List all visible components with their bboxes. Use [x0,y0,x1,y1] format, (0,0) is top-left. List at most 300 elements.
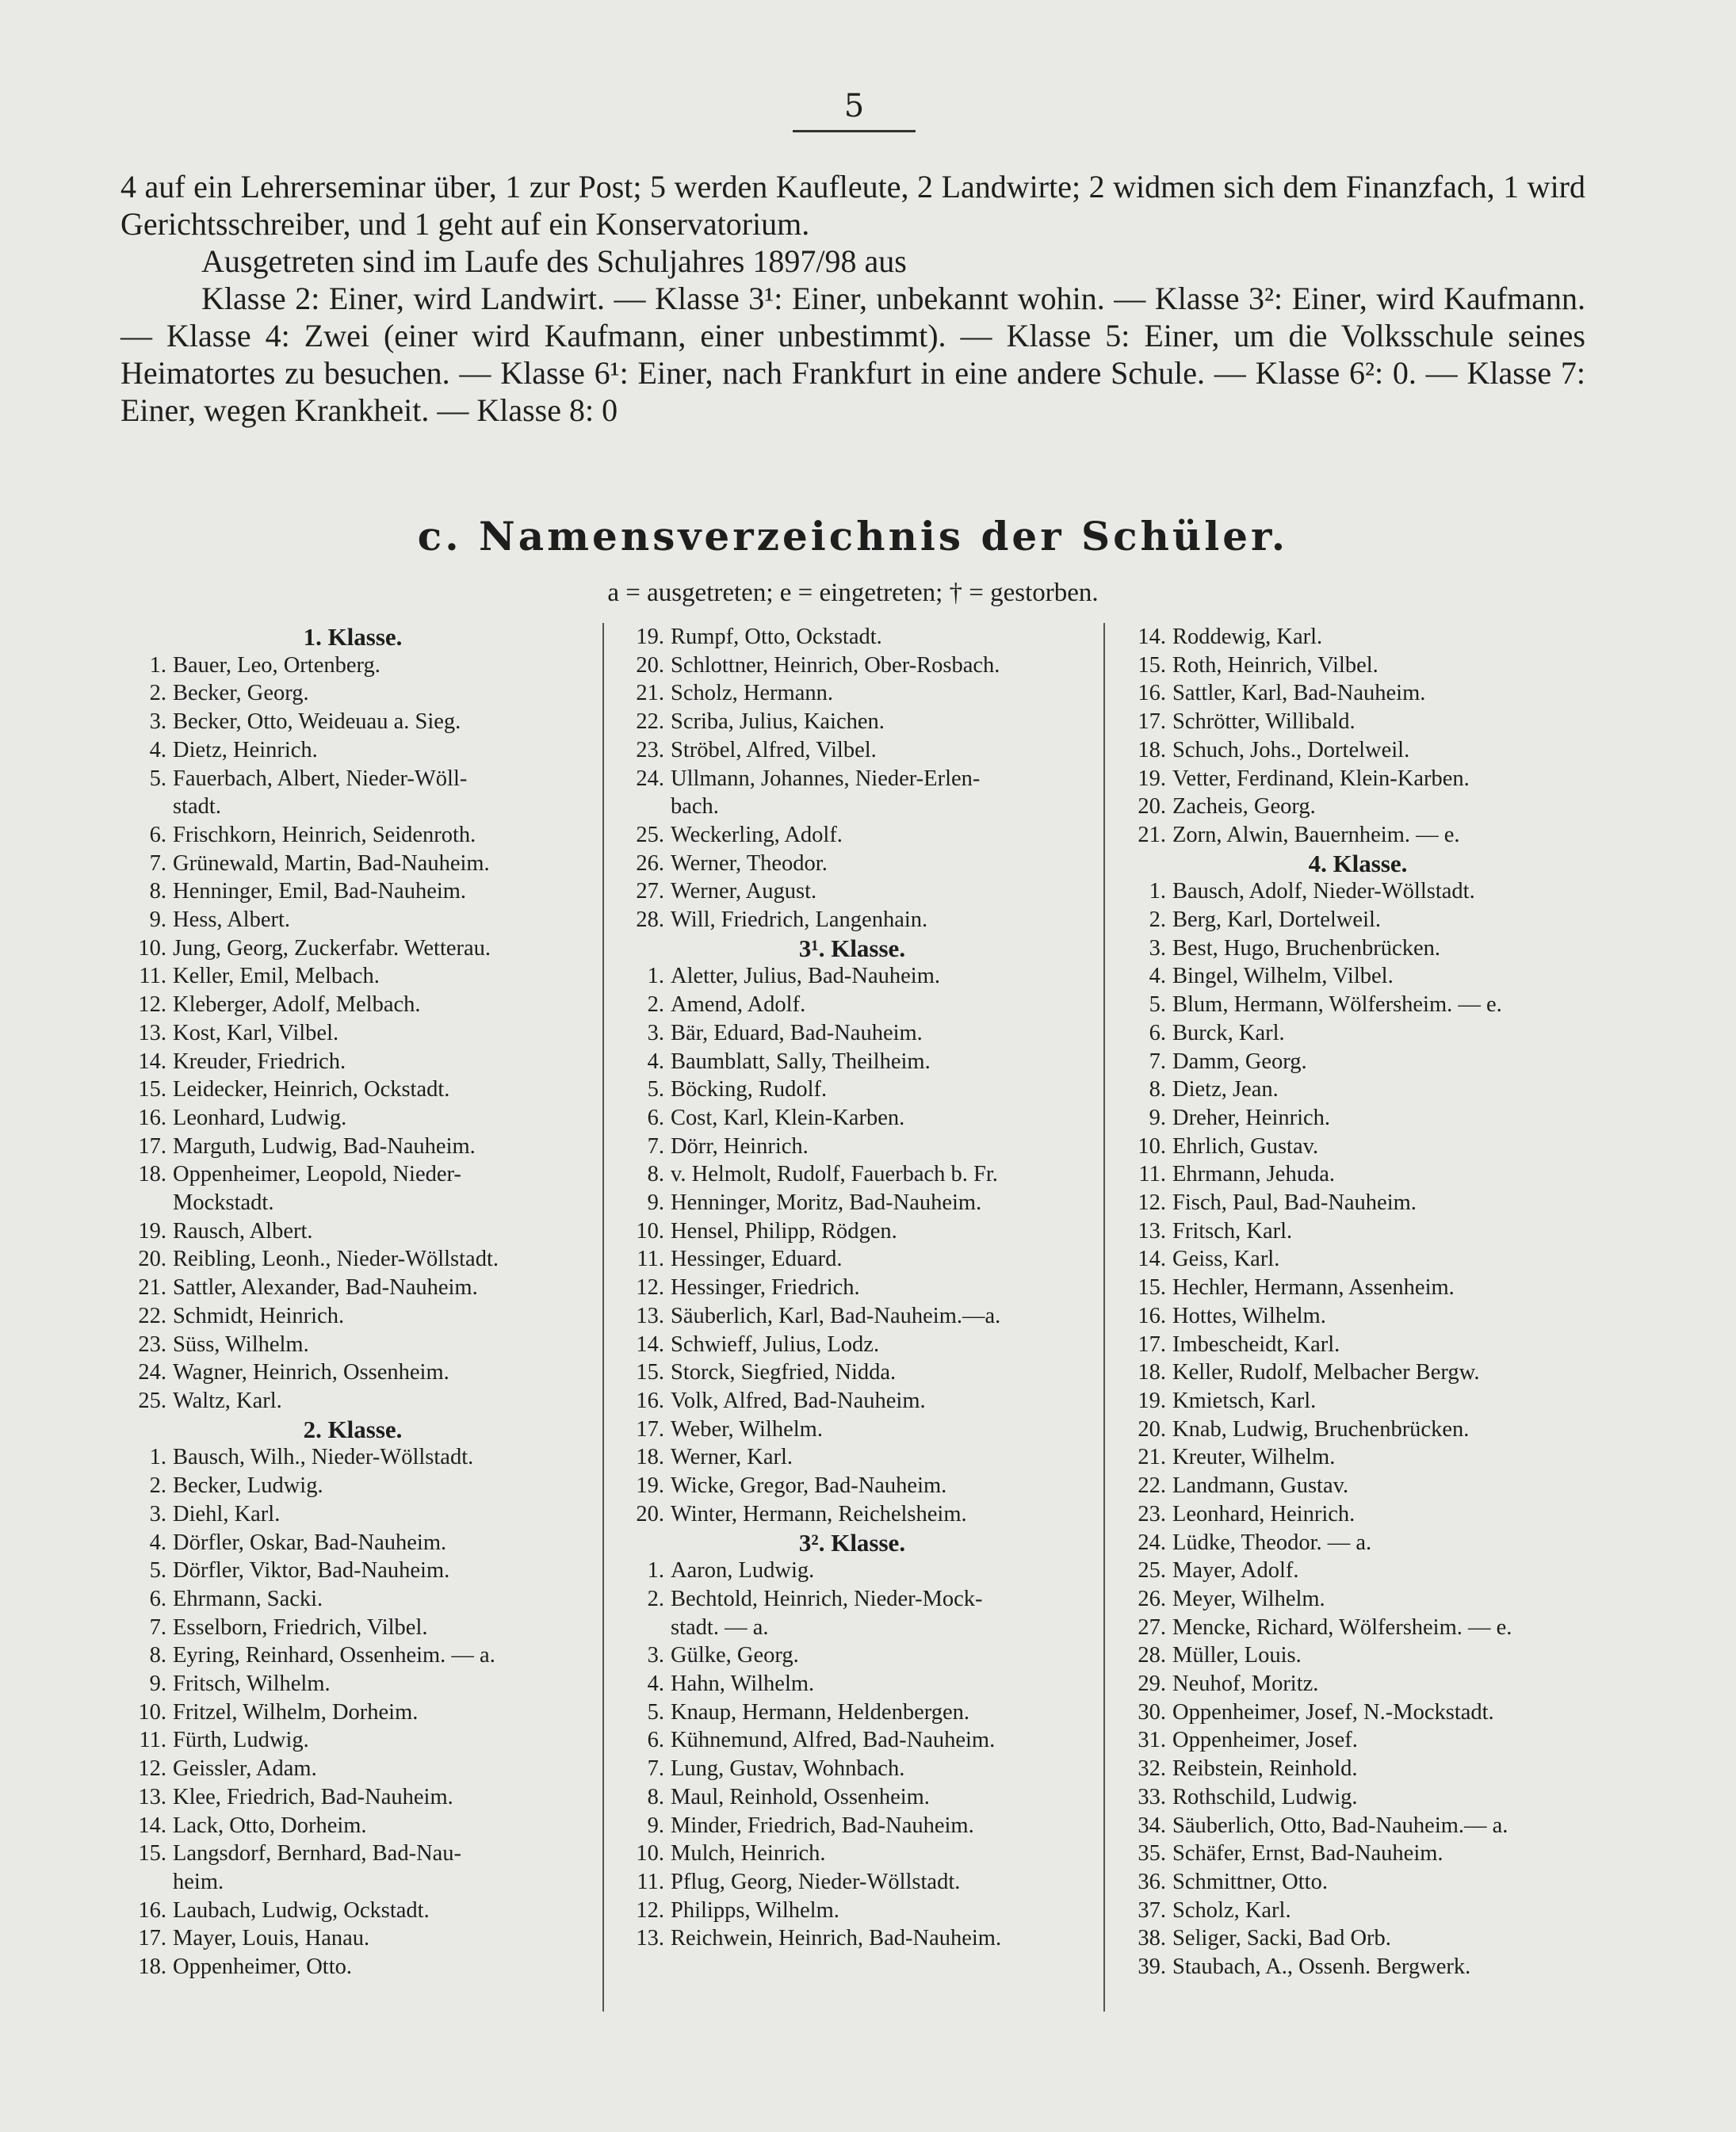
entry-number: 11. [1138,1162,1166,1187]
student-entry [1120,1019,1596,1048]
entry-text [1172,1783,1596,1812]
entry-number: 5. [1149,992,1166,1018]
entry-text [1172,1557,1596,1585]
entry-text [1172,793,1596,821]
entry-line: Baumblatt, Sally, Theilheim. [671,1049,931,1074]
class-heading: 3¹. Klasse. [798,934,906,962]
entry-line-continued: stadt. — a. [671,1614,769,1640]
student-entry [120,736,585,765]
student-entry [120,1529,585,1557]
entry-text [173,1048,585,1076]
entry-number: 16. [138,1105,166,1130]
entry-line: Kmietsch, Karl. [1172,1388,1317,1413]
entry-line: Rumpf, Otto, Ockstadt. [671,625,882,649]
student-entry [618,651,1086,680]
intro-paragraph-3: Klasse 2: Einer, wird Landwirt. — Klasse 3¹: Einer, unbekannt wohin. — Klasse 3²: Einer, wird Kaufmann. — Klasse 4: Zwei (einer wird Kaufmann, einer unbestimmt). — Klasse 5: Einer, um die Volksschule seines Heimatortes zu besuchen. — Klasse 6¹: Einer, nach Frankfurt in eine andere Schule. — Klasse 6²: 0. — Klasse 7: Einer, wegen Krankheit. — Klasse 8: 0 [120,281,1585,428]
entry-line: Aletter, Julius, Bad-Nauheim. [671,964,940,989]
entry-number: 34. [1138,1813,1166,1838]
student-entry [618,1868,1086,1897]
entry-text [671,1557,1086,1585]
student-entry [120,1840,585,1896]
entry-line: Kleberger, Adolf, Melbach. [173,992,421,1018]
entry-line: Weckerling, Adolf. [671,822,843,847]
student-entry [618,1472,1086,1500]
entry-number: 27. [636,879,664,904]
student-entry [120,962,585,991]
entry-number: 6. [149,822,166,847]
entry-line: Volk, Alfred, Bad-Nauheim. [671,1388,926,1413]
entry-text [173,1160,585,1217]
entry-text [1172,1302,1596,1331]
student-entry [618,1500,1086,1529]
student-entry [120,1076,585,1104]
student-entry [618,1670,1086,1698]
entry-text [671,1670,1086,1698]
entry-line: Weber, Wilhelm. [671,1416,823,1442]
entry-line: Säuberlich, Karl, Bad-Nauheim.—a. [671,1303,1001,1328]
entry-text [1172,623,1596,651]
entry-text [1172,1698,1596,1727]
entry-line: Reibstein, Reinhold. [1172,1756,1358,1782]
entry-line: Bausch, Adolf, Nieder-Wöllstadt. [1172,879,1475,904]
student-entry [618,1331,1086,1359]
student-entry [1120,651,1596,680]
entry-text [1172,1897,1596,1925]
entry-number: 2. [1149,907,1166,933]
student-entry [120,1133,585,1161]
entry-number: 23. [1138,1501,1166,1526]
entry-number: 21. [1138,1445,1166,1470]
entry-number: 20. [636,1501,664,1526]
entry-line-continued: heim. [173,1869,224,1894]
student-entry [1120,1076,1596,1104]
student-entry [120,1585,585,1614]
entry-line: Frischkorn, Heinrich, Seidenroth. [173,822,476,847]
entry-line: Hensel, Philipp, Rödgen. [671,1218,897,1244]
entry-text [173,1019,585,1048]
entry-line: Cost, Karl, Klein-Karben. [671,1105,905,1130]
entry-line: Rothschild, Ludwig. [1172,1784,1358,1809]
student-entry [1120,1924,1596,1953]
entry-line: Hess, Albert. [173,907,291,933]
entry-line: Bauer, Leo, Ortenberg. [173,652,380,678]
entry-text [671,1755,1086,1783]
entry-line: Diehl, Karl. [173,1501,281,1526]
entry-line: Amend, Adolf. [671,992,806,1018]
student-entry [618,623,1086,651]
entry-number: 18. [1138,737,1166,762]
entry-line: Scholz, Hermann. [671,681,833,706]
entry-line: Dörfler, Oskar, Bad-Nauheim. [173,1530,447,1555]
student-entry [1120,1500,1596,1529]
entry-number: 9. [647,1190,664,1216]
student-entry [120,1670,585,1698]
entry-text [671,1217,1086,1246]
entry-number: 12. [1138,1190,1166,1216]
student-entry [1120,1160,1596,1189]
student-entry [618,1443,1086,1472]
entry-line: Oppenheimer, Leopold, Nieder- [173,1162,461,1187]
entry-text [173,1472,585,1500]
entry-line: Süss, Wilhelm. [173,1332,309,1357]
entry-number: 3. [647,1020,664,1045]
student-entry [120,991,585,1019]
entry-number: 35. [1138,1841,1166,1866]
entry-line: Dietz, Heinrich. [173,737,318,762]
student-entry [618,1755,1086,1783]
entry-line: Reichwein, Heinrich, Bad-Nauheim. [671,1926,1002,1951]
entry-line: Gülke, Georg. [671,1643,799,1668]
entry-line: Henninger, Moritz, Bad-Nauheim. [671,1190,982,1216]
entry-number: 28. [1138,1643,1166,1668]
student-entry [618,1358,1086,1387]
student-entry [120,1443,585,1472]
entry-number: 15. [1138,1275,1166,1301]
student-entry [120,1302,585,1331]
entry-text [1172,1387,1596,1416]
entry-text [1172,765,1596,793]
entry-text [1172,991,1596,1019]
entry-line: Leonhard, Heinrich. [1172,1501,1356,1526]
entry-number: 23. [138,1332,166,1357]
intro-paragraph-2: Ausgetreten sind im Laufe des Schuljahres 1897/98 aus [201,243,907,279]
entry-line: Eyring, Reinhard, Ossenheim. — a. [173,1643,495,1668]
entry-text [173,1614,585,1642]
entry-number: 37. [1138,1897,1166,1923]
entry-line: Bausch, Wilh., Nieder-Wöllstadt. [173,1445,474,1470]
entry-text [1172,1048,1596,1076]
intro-paragraph-1: 4 auf ein Lehrerseminar über, 1 zur Post; 5 werden Kaufleute, 2 Landwirte; 2 widmen sich dem Finanzfach, 1 wird Gerichtsschreiber, und 1 geht auf ein Konservatorium. [120,169,1585,242]
entry-number: 30. [1138,1699,1166,1725]
entry-text [671,1104,1086,1133]
student-entry [618,1245,1086,1274]
entry-text [1172,1755,1596,1783]
entry-text [671,1726,1086,1755]
student-entry [618,1133,1086,1161]
student-entry [618,1274,1086,1302]
entry-text [173,877,585,906]
entry-line: Blum, Hermann, Wölfersheim. — e. [1172,992,1502,1018]
entry-line: Wicke, Gregor, Bad-Nauheim. [671,1473,947,1499]
entry-line: Hottes, Wilhelm. [1172,1303,1326,1328]
entry-text [173,1500,585,1529]
student-entry [618,1076,1086,1104]
entry-text [671,906,1086,934]
entry-text [1172,1726,1596,1755]
entry-line: Oppenheimer, Josef, N.-Mockstadt. [1172,1699,1494,1725]
student-entry [618,1557,1086,1585]
student-entry [120,1358,585,1387]
student-entry [618,877,1086,906]
entry-number: 13. [636,1926,664,1951]
student-entry [618,991,1086,1019]
entry-number: 12. [636,1275,664,1301]
entry-line: Hessinger, Friedrich. [671,1275,860,1301]
entry-text [671,708,1086,736]
entry-number: 17. [138,1926,166,1951]
entry-number: 6. [149,1586,166,1611]
entry-line: Rausch, Albert. [173,1218,313,1244]
entry-number: 10. [636,1218,664,1244]
student-entry [618,1189,1086,1217]
entry-number: 4. [149,737,166,762]
entry-number: 9. [1149,1105,1166,1130]
entry-line-continued: Mockstadt. [173,1190,274,1216]
entry-line: Schmittner, Otto. [1172,1869,1328,1894]
entry-line: Aaron, Ludwig. [671,1558,815,1584]
entry-text [671,651,1086,680]
entry-line: Knab, Ludwig, Bruchenbrücken. [1172,1416,1470,1442]
entry-text [173,1726,585,1755]
entry-text [671,1840,1086,1868]
entry-line: Winter, Hermann, Reichelsheim. [671,1501,967,1526]
student-entry [1120,1783,1596,1812]
entry-line: Fürth, Ludwig. [173,1728,309,1753]
entry-text [671,1274,1086,1302]
entry-line-continued: bach. [671,794,719,820]
student-entry [1120,708,1596,736]
entry-number: 13. [138,1784,166,1809]
student-entry [618,708,1086,736]
student-entry [120,1104,585,1133]
entry-number: 16. [1138,681,1166,706]
entry-line: Dörr, Heinrich. [671,1133,809,1159]
entry-line: Ströbel, Alfred, Vilbel. [671,737,877,762]
entry-number: 1. [647,1558,664,1584]
entry-text [173,1331,585,1359]
entry-number: 16. [138,1897,166,1923]
student-entry [1120,679,1596,708]
entry-line: Mulch, Heinrich. [671,1841,826,1866]
entry-line: Storck, Siegfried, Nidda. [671,1360,897,1385]
entry-line: Schlottner, Heinrich, Ober-Rosbach. [671,652,1000,678]
entry-line: Staubach, A., Ossenh. Bergwerk. [1172,1954,1471,1980]
student-entry [1120,1358,1596,1387]
entry-number: 19. [636,625,664,649]
entry-text [1172,1076,1596,1104]
entry-number: 26. [636,850,664,876]
student-entry [120,1472,585,1500]
student-entry [1120,934,1596,963]
entry-text [173,1529,585,1557]
entry-line-continued: stadt. [173,794,221,820]
entry-number: 15. [138,1841,166,1866]
entry-text [173,1924,585,1953]
entry-line: Lüdke, Theodor. — a. [1172,1530,1372,1555]
student-entry [120,1331,585,1359]
entry-line: Dreher, Heinrich. [1172,1105,1331,1130]
student-entry [1120,1953,1596,1981]
entry-text [671,623,1086,651]
student-entry [618,765,1086,821]
student-entry [618,1217,1086,1246]
entry-number: 1. [647,964,664,989]
entry-text [1172,1019,1596,1048]
legend: a = ausgetreten; e = eingetreten; † = gestorben. [607,579,1099,607]
entry-number: 20. [138,1247,166,1272]
entry-line: Werner, Karl. [671,1445,793,1470]
student-entry [120,1698,585,1727]
entry-number: 1. [1149,879,1166,904]
student-entry [1120,1726,1596,1755]
entry-number: 12. [636,1897,664,1923]
entry-text [173,1755,585,1783]
student-entry [120,765,585,821]
entry-text [671,1048,1086,1076]
student-entry [1120,736,1596,765]
entry-line: Schmidt, Heinrich. [173,1303,345,1328]
entry-text [1172,1472,1596,1500]
entry-line: Jung, Georg, Zuckerfabr. Wetterau. [173,935,491,961]
student-entry [120,1274,585,1302]
entry-line: Geissler, Adam. [173,1756,317,1782]
entry-text [1172,1840,1596,1868]
entry-text [173,679,585,708]
entry-number: 4. [647,1049,664,1074]
entry-number: 7. [149,850,166,876]
entry-number: 25. [636,822,664,847]
entry-number: 19. [1138,1388,1166,1413]
entry-text [173,1302,585,1331]
entry-number: 6. [1149,1020,1166,1045]
entry-number: 16. [1138,1303,1166,1328]
student-entry [618,1019,1086,1048]
entry-text [1172,1529,1596,1557]
student-entry [1120,1245,1596,1274]
column-divider [1103,623,1105,2012]
entry-text [671,1585,1086,1641]
entry-line: Fritzel, Wilhelm, Dorheim. [173,1699,419,1725]
entry-number: 31. [1138,1728,1166,1753]
entry-line: Schwieff, Julius, Lodz. [671,1332,880,1357]
entry-number: 3. [647,1643,664,1668]
column-divider [602,623,604,2012]
student-entry [1120,1443,1596,1472]
entry-number: 10. [1138,1133,1166,1159]
entry-number: 7. [647,1133,664,1159]
entry-text [671,1641,1086,1670]
student-entry [120,1048,585,1076]
student-entry [1120,1302,1596,1331]
entry-line: Geiss, Karl. [1172,1247,1280,1272]
entry-number: 22. [636,709,664,735]
entry-number: 1. [149,1445,166,1470]
entry-text [671,1076,1086,1104]
student-entry [120,1641,585,1670]
entry-line: Säuberlich, Otto, Bad-Nauheim.— a. [1172,1813,1508,1838]
entry-line: v. Helmolt, Rudolf, Fauerbach b. Fr. [671,1162,998,1187]
entry-text [671,1387,1086,1416]
student-entry [120,1897,585,1925]
student-entry [1120,1670,1596,1698]
entry-text [671,821,1086,850]
student-entry [618,1840,1086,1868]
entry-line: Roth, Heinrich, Vilbel. [1172,652,1378,678]
entry-number: 2. [647,1586,664,1611]
entry-number: 9. [149,907,166,933]
entry-number: 7. [149,1614,166,1640]
entry-number: 32. [1138,1756,1166,1782]
entry-text [1172,1614,1596,1642]
entry-number: 13. [138,1020,166,1045]
student-entry [120,1557,585,1585]
entry-line: Scriba, Julius, Kaichen. [671,709,885,735]
student-entry [1120,1387,1596,1416]
student-entry [618,1641,1086,1670]
entry-text [173,1698,585,1727]
entry-text [671,1500,1086,1529]
entry-line: Vetter, Ferdinand, Klein-Karben. [1172,766,1470,791]
entry-line: Bechtold, Heinrich, Nieder-Mock- [671,1586,983,1611]
student-entry [1120,765,1596,793]
entry-number: 24. [636,766,664,791]
entry-line: Keller, Emil, Melbach. [173,964,380,989]
entry-number: 8. [149,879,166,904]
entry-number: 20. [1138,794,1166,820]
entry-number: 14. [1138,625,1166,649]
entry-text [173,1076,585,1104]
entry-number: 19. [636,1473,664,1499]
entry-text [173,1585,585,1614]
student-entry [618,1783,1086,1812]
entry-text [173,1217,585,1246]
entry-line: Esselborn, Friedrich, Vilbel. [173,1614,428,1640]
entry-number: 25. [138,1388,166,1413]
entry-text [173,1840,585,1896]
entry-text [173,1557,585,1585]
entry-text [1172,736,1596,765]
entry-text [1172,962,1596,991]
entry-line: Philipps, Wilhelm. [671,1897,839,1923]
entry-number: 8. [149,1643,166,1668]
student-entry [618,1924,1086,1953]
entry-number: 11. [637,1869,664,1894]
student-entry [120,1160,585,1217]
entry-text [671,1897,1086,1925]
entry-text [671,1160,1086,1189]
entry-number: 17. [1138,1332,1166,1357]
entry-number: 8. [1149,1077,1166,1102]
entry-line: Bingel, Wilhelm, Vilbel. [1172,964,1394,989]
entry-number: 12. [138,1756,166,1782]
student-entry [1120,1416,1596,1444]
entry-text [173,991,585,1019]
student-entry [1120,1840,1596,1868]
entry-line: Ehrmann, Jehuda. [1172,1162,1335,1187]
entry-line: Henninger, Emil, Bad-Nauheim. [173,879,467,904]
entry-text [1172,1217,1596,1246]
entry-text [1172,877,1596,906]
entry-line: Zacheis, Georg. [1172,794,1316,820]
entry-line: Sattler, Alexander, Bad-Nauheim. [173,1275,478,1301]
entry-number: 21. [138,1275,166,1301]
student-entry [618,679,1086,708]
entry-line: Mayer, Adolf. [1172,1558,1299,1584]
student-entry [618,850,1086,878]
entry-line: Maul, Reinhold, Ossenheim. [671,1784,930,1809]
entry-number: 11. [139,1728,166,1753]
entry-number: 20. [636,652,664,678]
intro-text [120,168,1585,429]
student-entry [1120,1897,1596,1925]
entry-number: 17. [636,1416,664,1442]
entry-number: 5. [647,1699,664,1725]
entry-line: Damm, Georg. [1172,1049,1307,1074]
entry-text [1172,679,1596,708]
entry-line: Schuch, Johs., Dortelweil. [1172,737,1410,762]
student-entry [618,736,1086,765]
entry-text [173,821,585,850]
